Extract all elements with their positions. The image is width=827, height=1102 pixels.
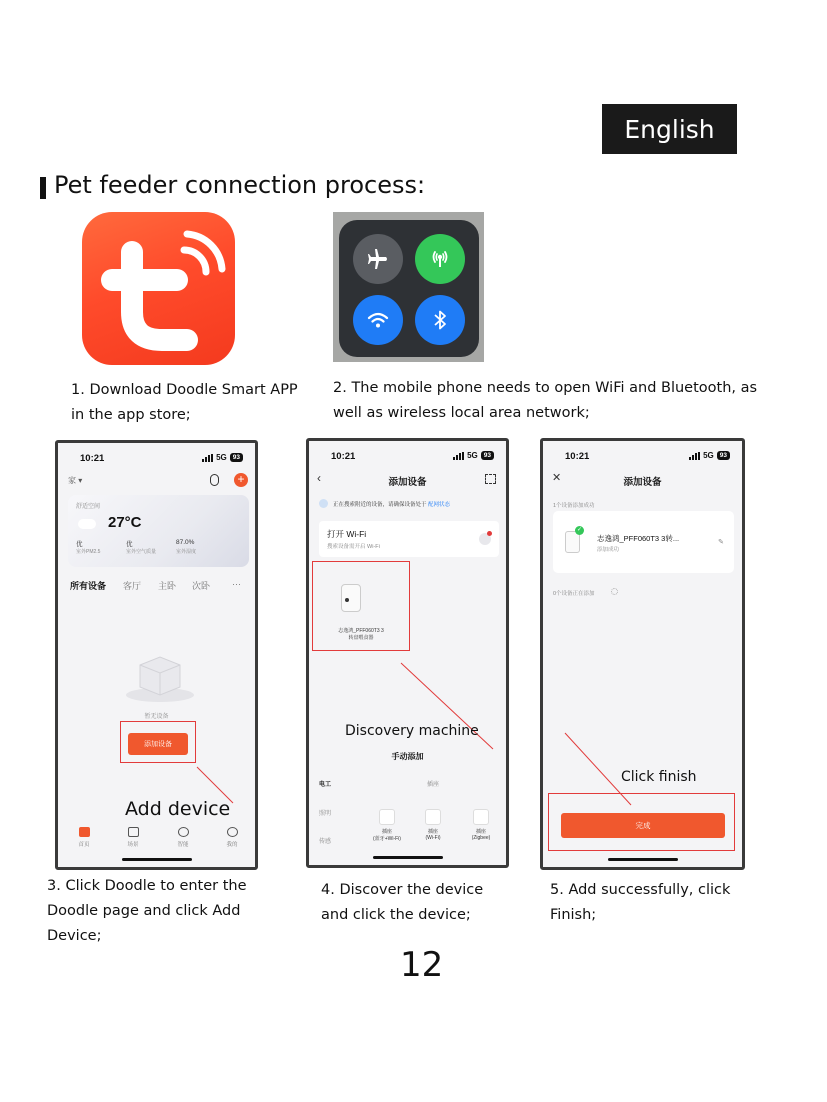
loading-spinner-icon — [611, 588, 618, 595]
status-bar: 10:21 5G 93 — [309, 441, 506, 469]
signal-icon — [689, 452, 700, 460]
language-badge: English — [602, 104, 737, 154]
socket-icon — [425, 809, 441, 825]
app-store-icon — [82, 212, 235, 365]
tab-master-bedroom[interactable]: 主卧 — [158, 581, 177, 591]
empty-box-icon — [120, 643, 200, 703]
home-selector[interactable]: 家 ▾ — [68, 476, 83, 485]
category-sensor[interactable]: 传感 — [319, 839, 332, 845]
battery-icon: 93 — [481, 451, 494, 460]
step-3-caption: 3. Click Doodle to enter the Doodle page and click Add Device; — [47, 878, 247, 944]
scan-icon[interactable] — [485, 474, 496, 484]
success-check-icon: ✓ — [576, 527, 583, 533]
home-indicator — [373, 856, 443, 859]
tab-second-bedroom[interactable]: 次卧 — [192, 581, 211, 591]
close-icon[interactable]: ✕ — [552, 472, 562, 484]
highlight-box — [120, 721, 196, 763]
product-socket-ble-wifi[interactable]: 插座 (蓝牙+Wi-Fi) — [367, 809, 407, 842]
battery-icon: 93 — [230, 453, 243, 462]
back-arrow-icon[interactable]: ‹ — [317, 471, 321, 485]
nav-scene[interactable]: 场景 — [118, 827, 148, 848]
tab-all-devices[interactable]: 所有设备 — [70, 581, 107, 591]
header-title: 添加设备 — [388, 477, 427, 488]
added-count-text: 1个设备添加成功 — [553, 503, 595, 509]
tab-living-room[interactable]: 客厅 — [123, 581, 142, 591]
bottom-nav — [58, 827, 255, 857]
wifi-prompt-card[interactable]: 打开 Wi-Fi 搜索设备需开启 Wi-Fi — [319, 521, 499, 557]
home-indicator — [608, 858, 678, 861]
page-number: 12 — [400, 945, 444, 985]
phone-screenshot-home — [55, 440, 258, 870]
added-device-card[interactable]: ✓ 志逸鸿_PFF060T3 3转... 添加成功 ✎ — [553, 511, 734, 573]
add-device-annotation: Add device — [125, 798, 231, 820]
scene-icon — [128, 827, 139, 837]
add-plus-icon[interactable]: + — [234, 473, 248, 487]
phone-screenshot-discover — [306, 438, 509, 868]
adding-count-text: 0个设备正在添加 — [553, 591, 595, 597]
cellular-data-icon — [415, 234, 465, 284]
status-bar: 10:21 5G 93 — [58, 443, 255, 471]
home-icon — [79, 827, 90, 837]
more-icon[interactable]: ··· — [232, 579, 241, 589]
nav-me[interactable]: 我的 — [217, 827, 247, 848]
battery-icon: 93 — [717, 451, 730, 460]
home-indicator — [122, 858, 192, 861]
signal-icon — [453, 452, 464, 460]
manual-add-label: 手动添加 — [391, 752, 424, 761]
phone-screenshot-success — [540, 438, 745, 870]
category-lighting[interactable]: 照明 — [319, 811, 332, 817]
finish-button[interactable]: 完成 — [561, 813, 725, 838]
tuya-logo-icon — [82, 212, 235, 365]
network-status-link[interactable]: 配网状态 — [428, 502, 451, 508]
header-title: 添加设备 — [623, 477, 662, 488]
control-center-screenshot — [333, 212, 484, 362]
product-socket-zigbee[interactable]: 插座 (Zigbee) — [461, 809, 501, 841]
step-4-caption: 4. Discover the device and click the device; — [321, 882, 484, 923]
smart-icon — [178, 827, 189, 837]
step-1-caption: 1. Download Doodle Smart APP in the app store; — [71, 382, 298, 423]
airplane-mode-icon — [353, 234, 403, 284]
discovery-annotation: Discovery machine — [345, 723, 479, 739]
add-device-button[interactable]: 添加设备 — [128, 733, 188, 755]
edit-pencil-icon[interactable]: ✎ — [718, 539, 724, 546]
microphone-icon[interactable] — [210, 474, 219, 486]
page-title: Pet feeder connection process: — [54, 171, 426, 199]
empty-state-text: 暂无设备 — [144, 714, 169, 720]
status-bar: 10:21 5G 93 — [543, 441, 742, 469]
scan-notice: 正在搜索附近的设备，请确保设备处于 配网状态 — [333, 502, 451, 508]
discovered-device[interactable]: 志逸鸿_PFF060T3 3 转盘喂食器 — [312, 561, 410, 651]
searching-icon — [319, 499, 328, 508]
product-socket-wifi[interactable]: 插座 (Wi-Fi) — [413, 809, 453, 841]
step-2-caption: 2. The mobile phone needs to open WiFi and Bluetooth, as well as wireless local area network; — [333, 380, 758, 421]
profile-icon — [227, 827, 238, 837]
nav-home[interactable]: 首页 — [69, 827, 99, 848]
category-electrical[interactable]: 电工 — [319, 782, 332, 788]
category-header: 插座 — [427, 782, 440, 788]
cloud-icon — [78, 519, 96, 529]
nav-smart[interactable]: 智能 — [168, 827, 198, 848]
wifi-icon — [353, 295, 403, 345]
socket-icon — [379, 809, 395, 825]
title-marker — [40, 177, 46, 199]
bluetooth-icon — [415, 295, 465, 345]
step-5-caption: 5. Add successfully, click Finish; — [550, 882, 731, 923]
click-finish-annotation: Click finish — [621, 769, 697, 785]
socket-icon — [473, 809, 489, 825]
signal-icon — [202, 454, 213, 462]
pet-feeder-icon — [341, 584, 361, 612]
weather-card: 舒适空间 27°C 优 优 87.0% 室外PM2.5 室外空气质量 室外湿度 — [68, 495, 249, 567]
room-tabs — [70, 579, 250, 593]
